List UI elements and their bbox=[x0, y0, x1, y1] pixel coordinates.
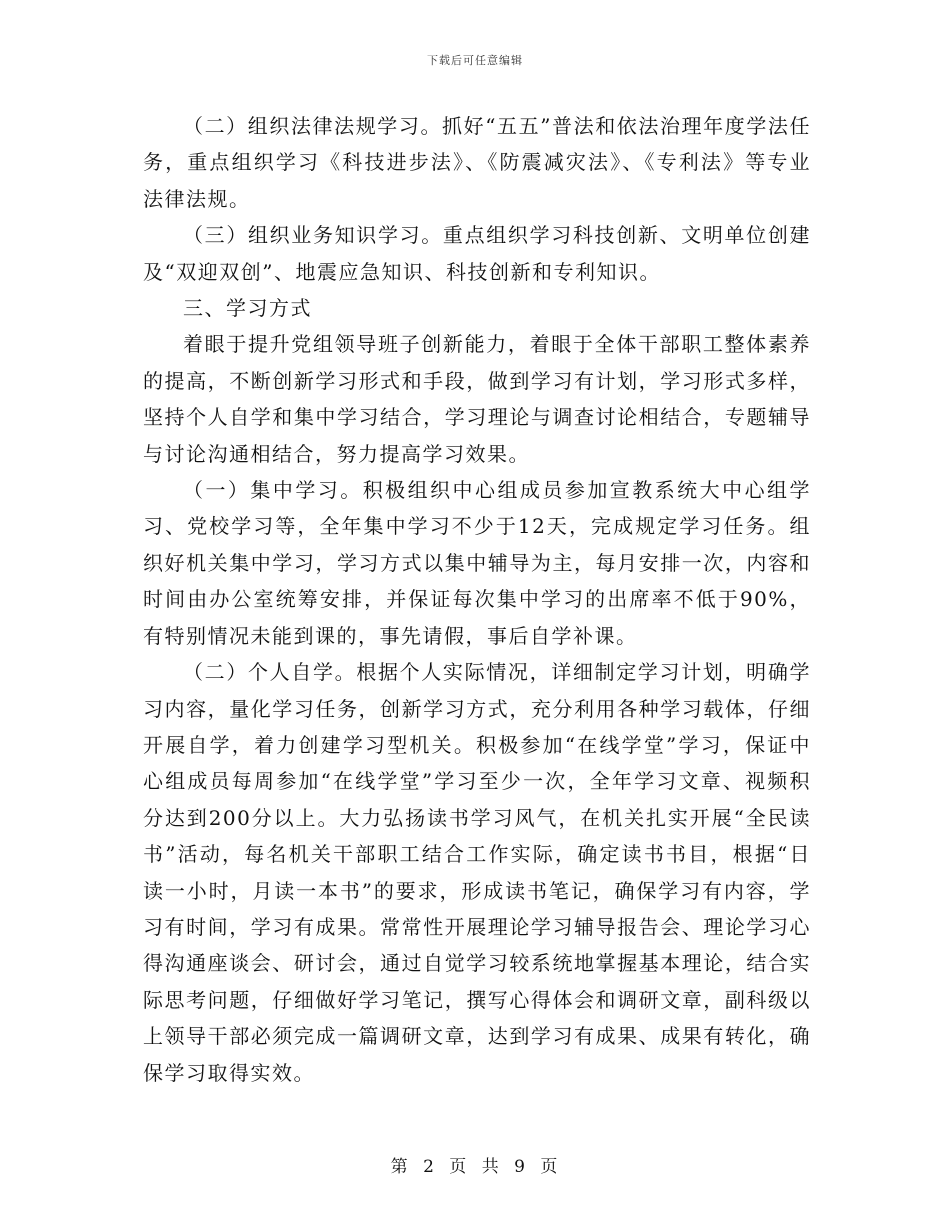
paragraph-centralized-study: （一）集中学习。积极组织中心组成员参加宣教系统大中心组学习、党校学习等，全年集中学习不少于12天，完成规定学习任务。组织好机关集中学习，学习方式以集中辅导为主，每月安排一次，内容和时间由办公室统筹安排，并保证每次集中学习的出席率不低于90%，有特别情况未能到课的，事先请假，事后自学补课。 bbox=[143, 478, 811, 648]
paragraph-legal-study: （二）组织法律法规学习。抓好“五五”普法和依法治理年度学法任务，重点组织学习《科技进步法》、《防震减灾法》、《专利法》等专业法律法规。 bbox=[143, 114, 811, 211]
page-number-footer: 第 2 页 共 9 页 bbox=[390, 1157, 560, 1177]
page-header: 下载后可任意编辑 bbox=[427, 54, 523, 67]
paragraph-business-knowledge: （三）组织业务知识学习。重点组织学习科技创新、文明单位创建及“双迎双创”、地震应急知识、科技创新和专利知识。 bbox=[143, 223, 811, 284]
document-body bbox=[143, 108, 811, 1091]
section-heading-study-methods: 三、学习方式 bbox=[183, 296, 312, 321]
paragraph-self-study: （二）个人自学。根据个人实际情况，详细制定学习计划，明确学习内容，量化学习任务，创新学习方式，充分利用各种学习载体，仔细开展自学，着力创建学习型机关。积极参加“在线学堂”学习，保证中心组成员每周参加“在线学堂”学习至少一次，全年学习文章、视频积分达到200分以上。大力弘扬读书学习风气，在机关扎实开展“全民读书”活动，每名机关干部职工结合工作实际，确定读书书目，根据“日读一小时，月读一本书”的要求，形成读书笔记，确保学习有内容，学习有时间，学习有成果。常常性开展理论学习辅导报告会、理论学习心得沟通座谈会、研讨会，通过自觉学习较系统地掌握基本理论，结合实际思考问题，仔细做好学习笔记，撰写心得体会和调研文章，副科级以上领导干部必须完成一篇调研文章，达到学习有成果、成果有转化，确保学习取得实效。 bbox=[143, 660, 811, 1085]
paragraph-study-methods-intro: 着眼于提升党组领导班子创新能力，着眼于全体干部职工整体素养的提高，不断创新学习形式和手段，做到学习有计划，学习形式多样，坚持个人自学和集中学习结合，学习理论与调查讨论相结合，专题辅导与讨论沟通相结合，努力提高学习效果。 bbox=[143, 332, 811, 466]
